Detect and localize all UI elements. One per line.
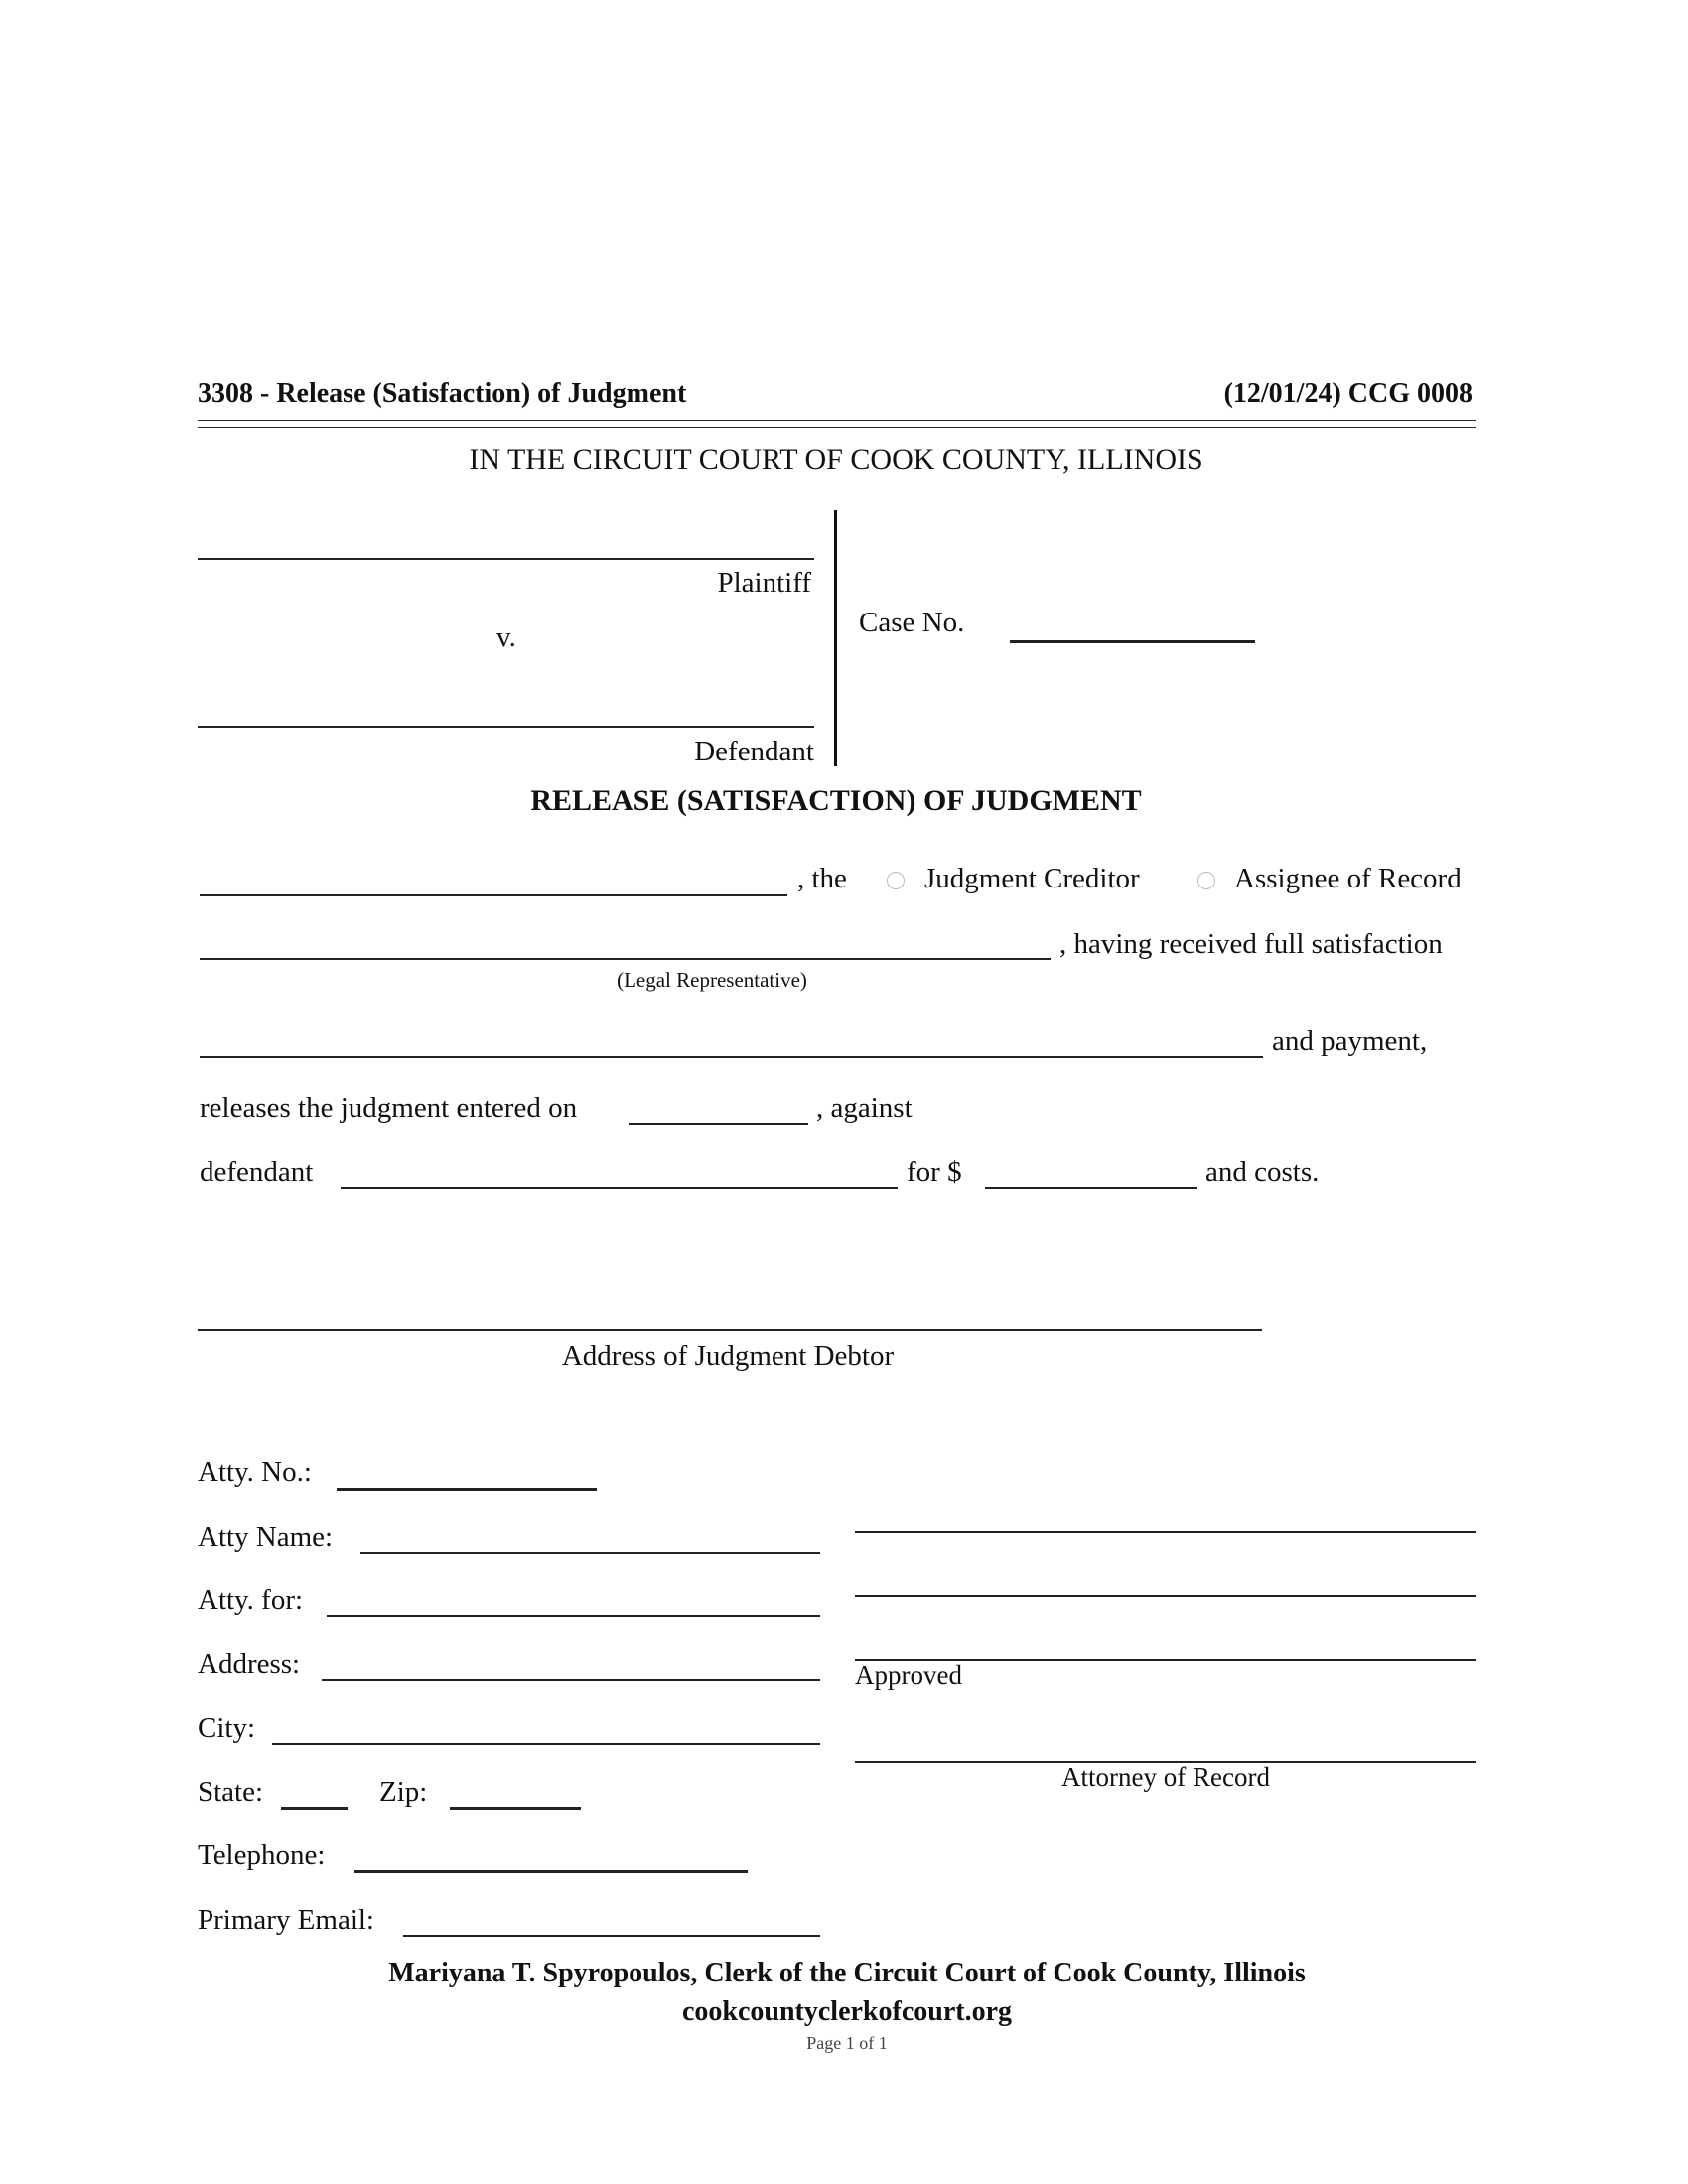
assignee-of-record-radio[interactable] [1197,872,1215,889]
debtor-address-field[interactable] [198,1329,1262,1331]
page-number: Page 1 of 1 [806,2033,888,2053]
plaintiff-label: Plaintiff [717,567,811,599]
signature-line[interactable] [855,1531,1476,1533]
header-rule [198,427,1476,428]
against-text: , against [816,1092,913,1124]
atty-name-label: Atty Name: [198,1521,334,1553]
satisfaction-field[interactable] [200,1056,1263,1058]
header-rule [198,420,1476,421]
zip-label: Zip: [379,1776,428,1808]
address-field[interactable] [322,1679,820,1681]
document-title: RELEASE (SATISFACTION) OF JUDGMENT [530,784,1142,817]
caption-divider [834,510,837,766]
city-field[interactable] [272,1743,820,1745]
debtor-address-label: Address of Judgment Debtor [561,1340,895,1372]
state-field[interactable] [281,1807,348,1810]
assignee-of-record-label: Assignee of Record [1234,863,1462,894]
zip-field[interactable] [450,1807,581,1810]
email-field[interactable] [403,1935,820,1937]
legal-representative-field[interactable] [200,958,1051,960]
website-footer[interactable]: cookcountyclerkofcourt.org [681,1996,1013,2027]
email-label: Primary Email: [198,1904,374,1936]
form-title: 3308 - Release (Satisfaction) of Judgment [198,378,687,409]
address-label: Address: [198,1648,301,1680]
approved-label: Approved [855,1660,962,1690]
defendant-field[interactable] [198,726,814,728]
judgment-creditor-radio[interactable] [887,872,905,889]
for-text: for $ [907,1157,962,1188]
telephone-label: Telephone: [198,1840,326,1871]
legal-representative-caption: (Legal Representative) [617,968,807,992]
and-payment-text: and payment, [1272,1025,1428,1057]
state-label: State: [198,1776,264,1808]
and-costs-text: and costs. [1205,1157,1320,1188]
atty-for-field[interactable] [327,1615,820,1617]
the-text: , the [797,863,847,894]
releasor-name-field[interactable] [200,894,787,896]
case-no-field[interactable] [1010,640,1255,643]
clerk-footer: Mariyana T. Spyropoulos, Clerk of the Circuit Court of Cook County, Illinois [388,1958,1306,1988]
defendant-name-field[interactable] [341,1187,898,1189]
attorney-of-record-label: Attorney of Record [1061,1762,1270,1792]
defendant-label: Defendant [694,736,814,767]
atty-no-field[interactable] [337,1488,597,1491]
telephone-field[interactable] [354,1870,748,1873]
defendant-text: defendant [200,1157,314,1188]
court-title: IN THE CIRCUIT COURT OF COOK COUNTY, ILLINOIS [469,443,1203,476]
versus-label: v. [496,621,516,653]
case-no-label: Case No. [859,607,965,638]
atty-name-field[interactable] [360,1552,820,1554]
atty-no-label: Atty. No.: [198,1456,312,1488]
releases-text: releases the judgment entered on [200,1092,578,1124]
having-received-text: , having received full satisfaction [1059,928,1443,960]
judgment-creditor-label: Judgment Creditor [924,863,1140,894]
amount-field[interactable] [985,1187,1197,1189]
city-label: City: [198,1712,256,1744]
plaintiff-field[interactable] [198,558,814,560]
atty-for-label: Atty. for: [198,1584,304,1616]
form-code: (12/01/24) CCG 0008 [1223,378,1473,409]
judgment-date-field[interactable] [629,1123,808,1125]
signature-line[interactable] [855,1595,1476,1597]
